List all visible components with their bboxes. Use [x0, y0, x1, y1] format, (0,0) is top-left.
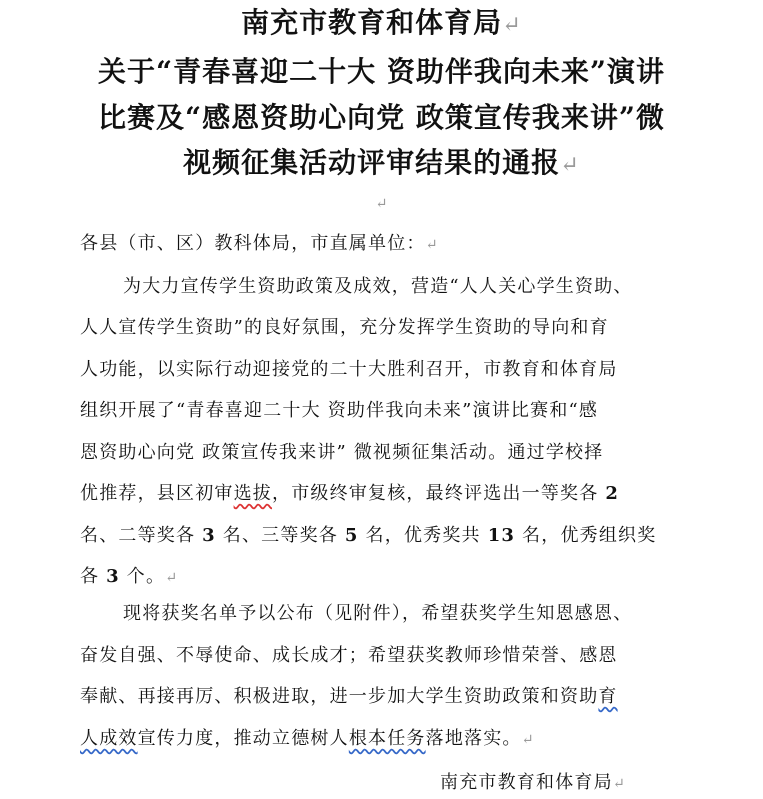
grammar-underline: 根本任务 [348, 728, 426, 749]
paragraph-1-line-6: 优推荐，县区初审选拔，市级终审复核，最终评选出一等奖各 2 [80, 483, 620, 504]
paragraph-mark-icon: ↵ [502, 12, 522, 38]
paragraph-2-line-2: 奋发自强、不辱使命、成长成才；希望获奖教师珍惜荣誉、感恩 [80, 645, 618, 666]
paragraph-1-line-2: 人人宣传学生资助”的良好氛围，充分发挥学生资助的导向和育 [80, 317, 609, 338]
paragraph-mark-icon: ↵ [560, 152, 580, 178]
paragraph-1-line-5: 恩资助心向党 政策宣传我来讲” 微视频征集活动。通过学校择 [80, 442, 604, 463]
paragraph-1-line-8: 各 3 个。↵ [80, 566, 179, 587]
paragraph-1-line-4: 组织开展了“青春喜迎二十大 资助伴我向未来”演讲比赛和“感 [80, 400, 599, 421]
paragraph-2-line-4: 人成效宣传力度，推动立德树人根本任务落地落实。↵ [80, 728, 535, 749]
paragraph-2-line-3: 奉献、再接再厉、积极进取，进一步加大学生资助政策和资助育 [80, 686, 618, 707]
paragraph-1-line-3: 人功能，以实际行动迎接党的二十大胜利召开，市教育和体育局 [80, 359, 618, 380]
paragraph-1-line-1: 为大力宣传学生资助政策及成效，营造“人人关心学生资助、 [123, 276, 633, 297]
title-line-3: 比赛及“感恩资助心向党 政策宣传我来讲”微 [98, 101, 665, 134]
paragraph-1-line-7: 名、二等奖各 3 名、三等奖各 5 名，优秀奖共 13 名，优秀组织奖 [80, 525, 657, 546]
spellcheck-underline: 选拔 [233, 483, 273, 504]
title-line-2: 关于“青春喜迎二十大 资助伴我向未来”演讲 [98, 55, 665, 88]
blank-line [0, 192, 763, 213]
paragraph-mark-icon: ↵ [375, 196, 388, 212]
paragraph-mark-icon: ↵ [612, 776, 627, 792]
grammar-underline: 育 [598, 686, 618, 707]
salutation: 各县（市、区）教科体局，市直属单位：↵ [80, 233, 439, 254]
paragraph-2-line-1: 现将获奖名单予以公布（见附件），希望获奖学生知恩感恩、 [123, 603, 633, 624]
title-line-4: 视频征集活动评审结果的通报↵ [183, 146, 580, 179]
signature: 南充市教育和体育局↵ [440, 772, 627, 793]
grammar-underline: 人成效 [80, 728, 138, 749]
paragraph-mark-icon: ↵ [425, 237, 439, 253]
paragraph-mark-icon: ↵ [521, 732, 535, 748]
paragraph-mark-icon: ↵ [165, 570, 179, 586]
title-line-1: 南充市教育和体育局↵ [241, 6, 522, 39]
